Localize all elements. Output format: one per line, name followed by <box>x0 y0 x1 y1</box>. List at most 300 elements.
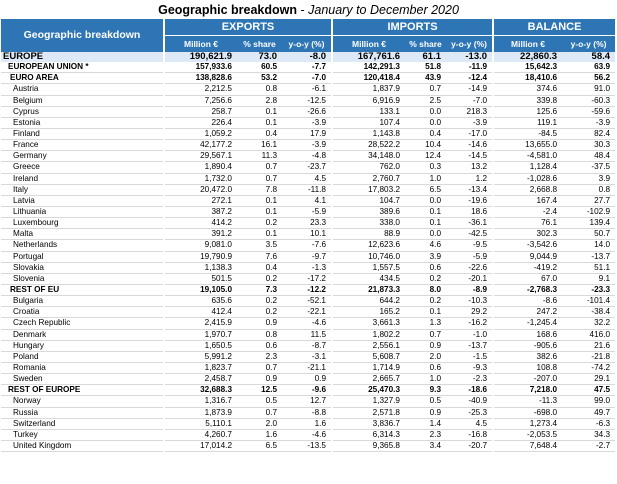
geographic-breakdown-table <box>1 19 615 452</box>
balance-million-cell: 247.2 <box>493 307 562 318</box>
table-row <box>1 251 615 262</box>
imports-share-cell: 0.0 <box>405 229 446 240</box>
imports-share-cell: 61.1 <box>405 52 446 63</box>
exports-group-header: EXPORTS <box>164 19 332 36</box>
balance-million-cell: -1,245.4 <box>493 318 562 329</box>
exports-million-cell: 7,256.6 <box>164 95 237 106</box>
region-name: EURO AREA <box>1 73 164 84</box>
table-row <box>1 73 615 84</box>
exports-share-cell: 0.6 <box>237 340 282 351</box>
balance-million-cell: -84.5 <box>493 128 562 139</box>
exports-million-cell: 2,458.7 <box>164 374 237 385</box>
exports-share-cell: 7.6 <box>237 251 282 262</box>
imports-share-cell: 1.0 <box>405 374 446 385</box>
imports-million-cell: 17,803.2 <box>332 184 405 195</box>
exports-share-cell: 0.7 <box>237 407 282 418</box>
balance-million-cell: 302.3 <box>493 229 562 240</box>
exports-share-cell: 2.0 <box>237 418 282 429</box>
balance-yoy-cell: -38.4 <box>562 307 615 318</box>
exports-yoy-cell: -22.1 <box>282 307 332 318</box>
exports-share-cell: 0.2 <box>237 296 282 307</box>
imports-group-header: IMPORTS <box>332 19 493 36</box>
table-row <box>1 151 615 162</box>
balance-million-cell: -1,028.6 <box>493 173 562 184</box>
exports-million-cell: 5,110.1 <box>164 418 237 429</box>
table-row <box>1 240 615 251</box>
exports-yoy-cell: 0.9 <box>282 374 332 385</box>
exports-million-cell: 412.4 <box>164 307 237 318</box>
exports-million-cell: 190,621.9 <box>164 52 237 63</box>
balance-million-cell: 167.4 <box>493 195 562 206</box>
exports-million-cell: 19,105.0 <box>164 284 237 295</box>
exports-yoy-cell: -7.0 <box>282 73 332 84</box>
imports-share-cell: 0.9 <box>405 407 446 418</box>
imports-million-cell: 133.1 <box>332 106 405 117</box>
imports-million-cell: 644.2 <box>332 296 405 307</box>
exports-million-cell: 32,688.3 <box>164 385 237 396</box>
balance-million-cell: 168.6 <box>493 329 562 340</box>
exports-yoy-cell: -23.7 <box>282 162 332 173</box>
imports-million-cell: 12,623.6 <box>332 240 405 251</box>
table-row <box>1 84 615 95</box>
imports-yoy-cell: -7.0 <box>446 95 493 106</box>
exports-yoy-cell: -3.9 <box>282 117 332 128</box>
table-row <box>1 206 615 217</box>
table-row <box>1 140 615 151</box>
exports-million-cell: 501.5 <box>164 273 237 284</box>
exports-million-cell: 258.7 <box>164 106 237 117</box>
exports-million-cell: 635.6 <box>164 296 237 307</box>
balance-yoy-cell: 416.0 <box>562 329 615 340</box>
imports-million-cell: 167,761.6 <box>332 52 405 63</box>
balance-million-cell: -698.0 <box>493 407 562 418</box>
table-row <box>1 351 615 362</box>
region-name: Austria <box>1 84 164 95</box>
balance-million-cell: -2,768.3 <box>493 284 562 295</box>
balance-million-cell: -4,581.0 <box>493 151 562 162</box>
exports-share-cell: 0.7 <box>237 362 282 373</box>
imports-share-cell: 51.8 <box>405 62 446 73</box>
balance-yoy-cell: 0.8 <box>562 184 615 195</box>
balance-yoy-cell: 50.7 <box>562 229 615 240</box>
imports-million-cell: 6,314.3 <box>332 429 405 440</box>
balance-yoy-cell: 9.1 <box>562 273 615 284</box>
table-row <box>1 307 615 318</box>
region-name: Belgium <box>1 95 164 106</box>
table-row <box>1 95 615 106</box>
exports-share-cell: 16.1 <box>237 140 282 151</box>
balance-yoy-cell: 21.6 <box>562 340 615 351</box>
exports-yoy-cell: -3.1 <box>282 351 332 362</box>
exports-yoy-cell: -12.2 <box>282 284 332 295</box>
balance-yoy-cell: 51.1 <box>562 262 615 273</box>
table-row <box>1 106 615 117</box>
region-name: Lithuania <box>1 206 164 217</box>
exports-share-cell: 0.1 <box>237 195 282 206</box>
exports-share-cell: 3.5 <box>237 240 282 251</box>
exports-million-cell: 29,567.1 <box>164 151 237 162</box>
exports-yoy-cell: -4.6 <box>282 318 332 329</box>
region-name: Norway <box>1 396 164 407</box>
region-name: Netherlands <box>1 240 164 251</box>
balance-million-cell: 2,668.8 <box>493 184 562 195</box>
exports-million-cell: 1,823.7 <box>164 362 237 373</box>
imports-million-cell: 165.2 <box>332 307 405 318</box>
imports-million-cell: 1,143.8 <box>332 128 405 139</box>
balance-million-cell: 13,655.0 <box>493 140 562 151</box>
title-main: Geographic breakdown <box>158 3 298 17</box>
balance-yoy-cell: -2.7 <box>562 440 615 451</box>
balance-yoy-cell: -101.4 <box>562 296 615 307</box>
imports-share-cell: 0.3 <box>405 162 446 173</box>
exports-yoy-header: y-o-y (%) <box>282 36 332 52</box>
imports-million-cell: 25,470.3 <box>332 385 405 396</box>
imports-yoy-cell: -18.6 <box>446 385 493 396</box>
region-name: Slovakia <box>1 262 164 273</box>
imports-yoy-cell: -3.9 <box>446 117 493 128</box>
region-name: Czech Republic <box>1 318 164 329</box>
exports-million-cell: 1,970.7 <box>164 329 237 340</box>
exports-million-cell: 2,415.9 <box>164 318 237 329</box>
region-name: Italy <box>1 184 164 195</box>
region-name: Ireland <box>1 173 164 184</box>
table-row <box>1 162 615 173</box>
imports-yoy-cell: -14.5 <box>446 151 493 162</box>
imports-million-cell: 34,148.0 <box>332 151 405 162</box>
region-name: Germany <box>1 151 164 162</box>
imports-yoy-cell: -42.5 <box>446 229 493 240</box>
region-name: Denmark <box>1 329 164 340</box>
table-row <box>1 62 615 73</box>
exports-share-header: % share <box>237 36 282 52</box>
table-row <box>1 318 615 329</box>
imports-million-cell: 88.9 <box>332 229 405 240</box>
imports-share-cell: 10.4 <box>405 140 446 151</box>
exports-share-cell: 12.5 <box>237 385 282 396</box>
exports-yoy-cell: -7.7 <box>282 62 332 73</box>
imports-million-cell: 28,522.2 <box>332 140 405 151</box>
imports-share-cell: 4.6 <box>405 240 446 251</box>
imports-yoy-cell: -8.9 <box>446 284 493 295</box>
imports-share-cell: 3.9 <box>405 251 446 262</box>
imports-yoy-cell: -20.7 <box>446 440 493 451</box>
imports-million-cell: 104.7 <box>332 195 405 206</box>
imports-million-cell: 3,661.3 <box>332 318 405 329</box>
imports-yoy-cell: 13.2 <box>446 162 493 173</box>
region-name: Malta <box>1 229 164 240</box>
exports-million-cell: 272.1 <box>164 195 237 206</box>
balance-group-header: BALANCE <box>493 19 615 36</box>
page-title <box>0 2 617 19</box>
region-name: Poland <box>1 351 164 362</box>
exports-yoy-cell: -9.7 <box>282 251 332 262</box>
imports-share-cell: 0.0 <box>405 106 446 117</box>
exports-share-cell: 53.2 <box>237 73 282 84</box>
imports-share-cell: 2.3 <box>405 429 446 440</box>
exports-share-cell: 0.1 <box>237 206 282 217</box>
imports-yoy-cell: -13.4 <box>446 184 493 195</box>
exports-yoy-cell: -17.2 <box>282 273 332 284</box>
imports-share-cell: 9.3 <box>405 385 446 396</box>
imports-yoy-cell: -36.1 <box>446 218 493 229</box>
table-row <box>1 362 615 373</box>
imports-yoy-header: y-o-y (%) <box>446 36 493 52</box>
exports-yoy-cell: -3.9 <box>282 140 332 151</box>
balance-yoy-cell: -74.2 <box>562 362 615 373</box>
region-name: Bulgaria <box>1 296 164 307</box>
exports-share-cell: 0.2 <box>237 307 282 318</box>
exports-million-cell: 138,828.6 <box>164 73 237 84</box>
imports-yoy-cell: -2.3 <box>446 374 493 385</box>
balance-million-cell: 18,410.6 <box>493 73 562 84</box>
balance-million-cell: 67.0 <box>493 273 562 284</box>
imports-share-cell: 0.6 <box>405 262 446 273</box>
region-name: Slovenia <box>1 273 164 284</box>
imports-million-cell: 2,556.1 <box>332 340 405 351</box>
balance-yoy-cell: 91.0 <box>562 84 615 95</box>
imports-yoy-cell: -17.0 <box>446 128 493 139</box>
region-name: Turkey <box>1 429 164 440</box>
table-row <box>1 374 615 385</box>
exports-yoy-cell: -21.1 <box>282 362 332 373</box>
balance-million-cell: -2.4 <box>493 206 562 217</box>
table-row <box>1 440 615 451</box>
imports-share-cell: 0.7 <box>405 84 446 95</box>
imports-share-cell: 3.4 <box>405 440 446 451</box>
balance-million-header: Million € <box>493 36 562 52</box>
balance-yoy-cell: 14.0 <box>562 240 615 251</box>
imports-yoy-cell: 1.2 <box>446 173 493 184</box>
exports-share-cell: 73.0 <box>237 52 282 63</box>
imports-yoy-cell: -14.9 <box>446 84 493 95</box>
imports-yoy-cell: 18.6 <box>446 206 493 217</box>
imports-million-cell: 5,608.7 <box>332 351 405 362</box>
exports-million-header: Million € <box>164 36 237 52</box>
balance-million-cell: 1,273.4 <box>493 418 562 429</box>
balance-yoy-cell: 56.2 <box>562 73 615 84</box>
exports-yoy-cell: -8.0 <box>282 52 332 63</box>
balance-million-cell: 7,648.4 <box>493 440 562 451</box>
balance-yoy-cell: 48.4 <box>562 151 615 162</box>
exports-share-cell: 0.5 <box>237 396 282 407</box>
exports-yoy-cell: -9.6 <box>282 385 332 396</box>
exports-share-cell: 0.9 <box>237 318 282 329</box>
imports-share-cell: 0.2 <box>405 296 446 307</box>
balance-million-cell: -419.2 <box>493 262 562 273</box>
title-separator: - <box>297 3 309 17</box>
exports-share-cell: 0.7 <box>237 173 282 184</box>
exports-yoy-cell: 10.1 <box>282 229 332 240</box>
table-row <box>1 296 615 307</box>
balance-million-cell: 22,860.3 <box>493 52 562 63</box>
region-name: Luxembourg <box>1 218 164 229</box>
balance-yoy-cell: -102.9 <box>562 206 615 217</box>
exports-yoy-cell: -11.8 <box>282 184 332 195</box>
exports-yoy-cell: -8.7 <box>282 340 332 351</box>
exports-million-cell: 9,081.0 <box>164 240 237 251</box>
balance-million-cell: 119.1 <box>493 117 562 128</box>
exports-yoy-cell: 12.7 <box>282 396 332 407</box>
imports-yoy-cell: -1.5 <box>446 351 493 362</box>
exports-million-cell: 19,790.9 <box>164 251 237 262</box>
imports-million-cell: 389.6 <box>332 206 405 217</box>
region-name: Cyprus <box>1 106 164 117</box>
exports-million-cell: 1,890.4 <box>164 162 237 173</box>
exports-share-cell: 2.8 <box>237 95 282 106</box>
imports-million-cell: 6,916.9 <box>332 95 405 106</box>
region-name: Sweden <box>1 374 164 385</box>
table-row <box>1 340 615 351</box>
imports-million-cell: 1,327.9 <box>332 396 405 407</box>
region-name: United Kingdom <box>1 440 164 451</box>
table-row <box>1 407 615 418</box>
imports-share-cell: 0.1 <box>405 218 446 229</box>
exports-yoy-cell: 17.9 <box>282 128 332 139</box>
exports-share-cell: 0.1 <box>237 106 282 117</box>
balance-million-cell: 382.6 <box>493 351 562 362</box>
imports-share-cell: 0.1 <box>405 206 446 217</box>
exports-yoy-cell: -8.8 <box>282 407 332 418</box>
exports-million-cell: 391.2 <box>164 229 237 240</box>
balance-yoy-cell: -21.8 <box>562 351 615 362</box>
balance-yoy-cell: 63.9 <box>562 62 615 73</box>
exports-million-cell: 387.2 <box>164 206 237 217</box>
balance-million-cell: -8.6 <box>493 296 562 307</box>
exports-million-cell: 1,059.2 <box>164 128 237 139</box>
imports-share-cell: 2.5 <box>405 95 446 106</box>
imports-share-cell: 8.0 <box>405 284 446 295</box>
exports-yoy-cell: 4.5 <box>282 173 332 184</box>
region-name: France <box>1 140 164 151</box>
balance-million-cell: -905.6 <box>493 340 562 351</box>
table-row <box>1 229 615 240</box>
region-name: EUROPEAN UNION * <box>1 62 164 73</box>
exports-share-cell: 2.3 <box>237 351 282 362</box>
balance-million-cell: 339.8 <box>493 95 562 106</box>
balance-million-cell: 125.6 <box>493 106 562 117</box>
imports-million-cell: 1,802.2 <box>332 329 405 340</box>
balance-yoy-cell: 58.4 <box>562 52 615 63</box>
table-row <box>1 262 615 273</box>
imports-yoy-cell: 218.3 <box>446 106 493 117</box>
exports-million-cell: 4,260.7 <box>164 429 237 440</box>
exports-yoy-cell: -52.1 <box>282 296 332 307</box>
balance-yoy-cell: -37.5 <box>562 162 615 173</box>
imports-yoy-cell: -16.2 <box>446 318 493 329</box>
region-name: Croatia <box>1 307 164 318</box>
table-row <box>1 273 615 284</box>
balance-yoy-cell: 32.2 <box>562 318 615 329</box>
balance-million-cell: 108.8 <box>493 362 562 373</box>
imports-yoy-cell: -13.7 <box>446 340 493 351</box>
imports-yoy-cell: -5.9 <box>446 251 493 262</box>
table-row <box>1 218 615 229</box>
exports-share-cell: 1.6 <box>237 429 282 440</box>
exports-share-cell: 0.2 <box>237 273 282 284</box>
balance-million-cell: -3,542.6 <box>493 240 562 251</box>
imports-share-cell: 6.5 <box>405 184 446 195</box>
imports-million-header: Million € <box>332 36 405 52</box>
exports-yoy-cell: -6.1 <box>282 84 332 95</box>
imports-share-cell: 0.5 <box>405 396 446 407</box>
balance-yoy-cell: 139.4 <box>562 218 615 229</box>
region-name: Russia <box>1 407 164 418</box>
exports-share-cell: 0.4 <box>237 262 282 273</box>
imports-share-cell: 2.0 <box>405 351 446 362</box>
imports-yoy-cell: -10.3 <box>446 296 493 307</box>
imports-million-cell: 2,571.8 <box>332 407 405 418</box>
imports-yoy-cell: 29.2 <box>446 307 493 318</box>
table-body <box>1 52 615 452</box>
balance-yoy-cell: 82.4 <box>562 128 615 139</box>
balance-yoy-cell: 49.7 <box>562 407 615 418</box>
imports-yoy-cell: -14.6 <box>446 140 493 151</box>
exports-share-cell: 60.5 <box>237 62 282 73</box>
exports-share-cell: 0.8 <box>237 329 282 340</box>
imports-share-cell: 1.3 <box>405 318 446 329</box>
imports-share-cell: 0.7 <box>405 329 446 340</box>
exports-million-cell: 20,472.0 <box>164 184 237 195</box>
region-name: Greece <box>1 162 164 173</box>
imports-million-cell: 10,746.0 <box>332 251 405 262</box>
exports-share-cell: 6.5 <box>237 440 282 451</box>
imports-million-cell: 21,873.3 <box>332 284 405 295</box>
exports-million-cell: 414.2 <box>164 218 237 229</box>
balance-yoy-cell: -23.3 <box>562 284 615 295</box>
balance-yoy-cell: -60.3 <box>562 95 615 106</box>
balance-million-cell: -2,053.5 <box>493 429 562 440</box>
imports-share-cell: 0.2 <box>405 273 446 284</box>
balance-million-cell: 1,128.4 <box>493 162 562 173</box>
exports-million-cell: 5,991.2 <box>164 351 237 362</box>
imports-million-cell: 338.0 <box>332 218 405 229</box>
exports-yoy-cell: -4.6 <box>282 429 332 440</box>
imports-million-cell: 762.0 <box>332 162 405 173</box>
exports-million-cell: 1,316.7 <box>164 396 237 407</box>
exports-yoy-cell: -5.9 <box>282 206 332 217</box>
region-name: Portugal <box>1 251 164 262</box>
imports-share-cell: 0.4 <box>405 128 446 139</box>
imports-million-cell: 1,557.5 <box>332 262 405 273</box>
imports-million-cell: 142,291.3 <box>332 62 405 73</box>
balance-yoy-cell: 29.1 <box>562 374 615 385</box>
exports-share-cell: 0.7 <box>237 162 282 173</box>
exports-yoy-cell: -1.3 <box>282 262 332 273</box>
balance-yoy-cell: 30.3 <box>562 140 615 151</box>
imports-million-cell: 1,714.9 <box>332 362 405 373</box>
imports-million-cell: 434.5 <box>332 273 405 284</box>
table-row <box>1 173 615 184</box>
balance-yoy-cell: -13.7 <box>562 251 615 262</box>
table-row <box>1 195 615 206</box>
table-row <box>1 128 615 139</box>
exports-yoy-cell: -13.5 <box>282 440 332 451</box>
balance-million-cell: 7,218.0 <box>493 385 562 396</box>
imports-million-cell: 1,837.9 <box>332 84 405 95</box>
region-name: Latvia <box>1 195 164 206</box>
exports-yoy-cell: -4.8 <box>282 151 332 162</box>
exports-share-cell: 7.3 <box>237 284 282 295</box>
region-name: Romania <box>1 362 164 373</box>
balance-million-cell: 76.1 <box>493 218 562 229</box>
exports-yoy-cell: 4.1 <box>282 195 332 206</box>
exports-yoy-cell: -7.6 <box>282 240 332 251</box>
balance-yoy-cell: -3.9 <box>562 117 615 128</box>
balance-yoy-header: y-o-y (%) <box>562 36 615 52</box>
imports-million-cell: 2,665.7 <box>332 374 405 385</box>
exports-million-cell: 226.4 <box>164 117 237 128</box>
balance-yoy-cell: 34.3 <box>562 429 615 440</box>
